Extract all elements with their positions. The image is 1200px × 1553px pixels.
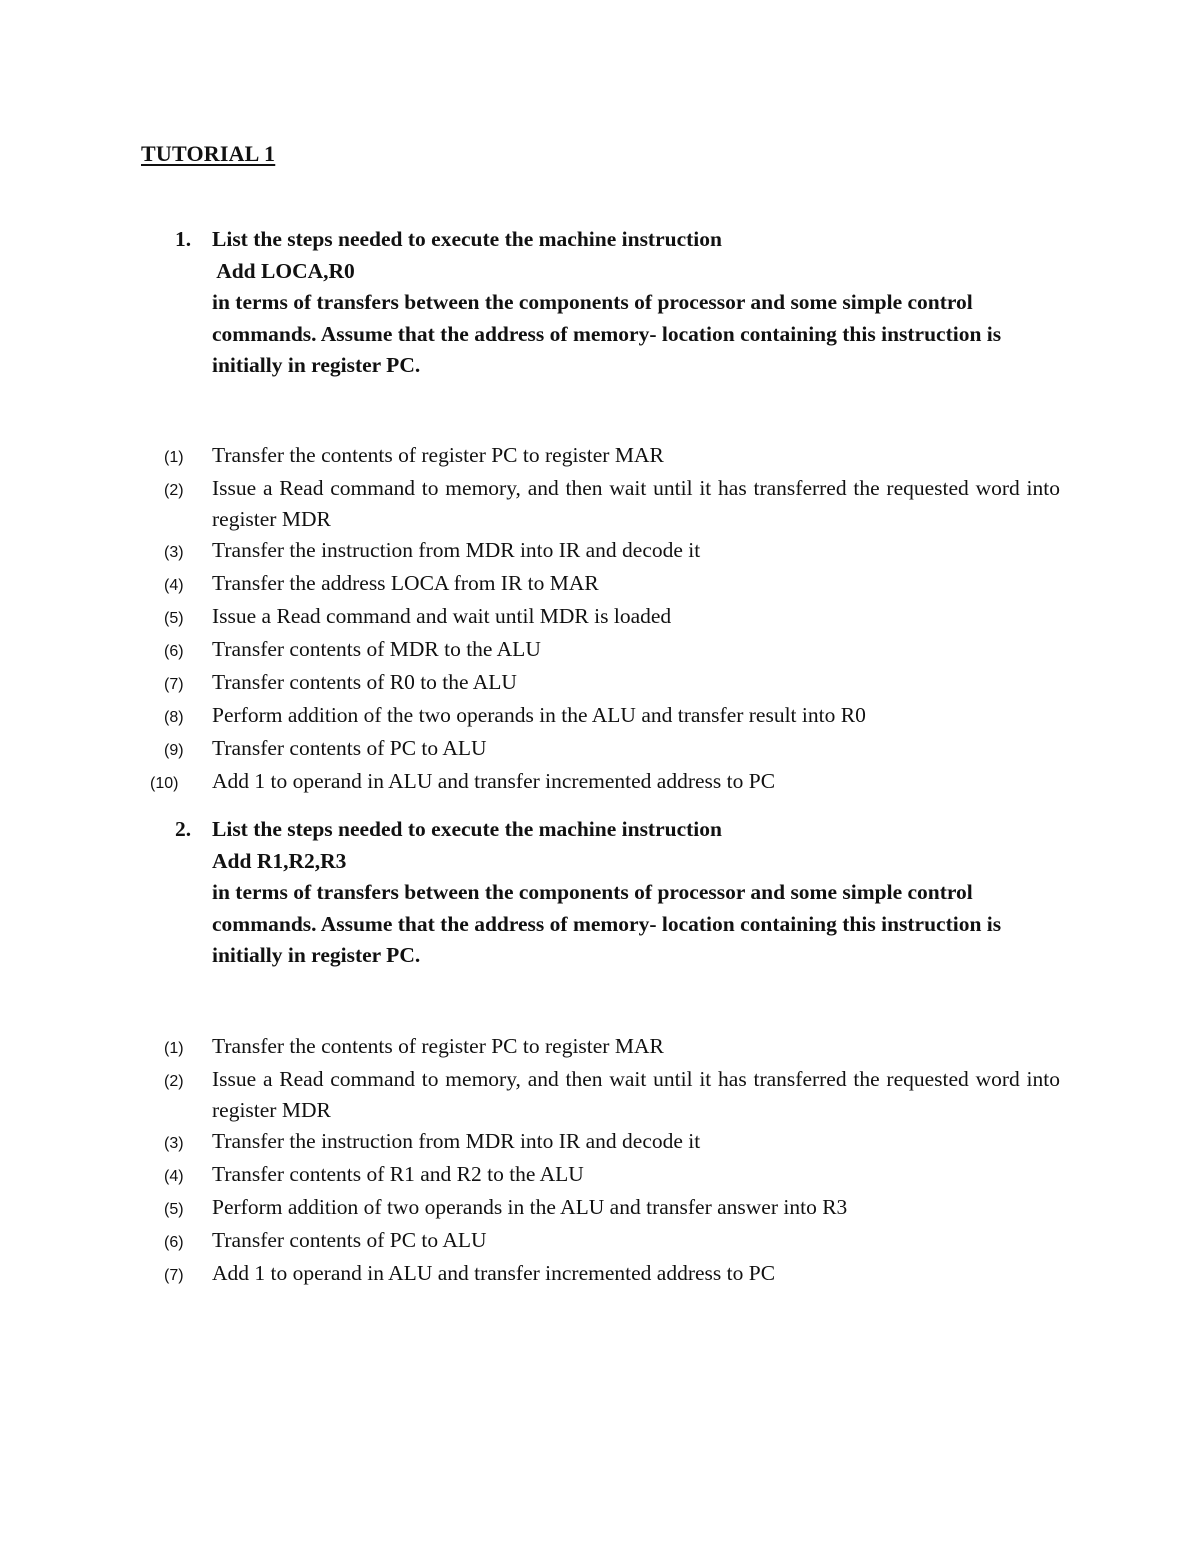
step-text: Add 1 to operand in ALU and transfer incremented address to PC (212, 1261, 776, 1285)
question-number: 2. (175, 817, 192, 841)
step-text: Transfer the contents of register PC to register MAR (212, 443, 664, 467)
step-number: (3) (164, 544, 184, 561)
step-number: (9) (164, 742, 184, 759)
step-number: (5) (164, 610, 184, 627)
step-text: Transfer contents of R0 to the ALU (212, 670, 517, 694)
step-number: (4) (164, 1168, 184, 1185)
list-item (150, 473, 1060, 535)
step-number: (3) (164, 1135, 184, 1152)
step-number: (1) (164, 449, 184, 466)
step-text: Transfer contents of PC to ALU (212, 1228, 487, 1252)
step-number: (2) (164, 1073, 184, 1090)
list-item (150, 1126, 1060, 1159)
step-number: (2) (164, 482, 184, 499)
step-number: (10) (150, 775, 179, 792)
list-item (150, 535, 1060, 568)
question-instruction: Add R1,R2,R3 (212, 848, 347, 873)
step-text: Add 1 to operand in ALU and transfer incremented address to PC (212, 769, 776, 793)
list-item (150, 1258, 1060, 1291)
list-item (150, 1225, 1060, 1258)
list-item (150, 440, 1060, 473)
question-number: 1. (175, 227, 192, 251)
list-item (150, 1064, 1060, 1126)
question-prompt: List the steps needed to execute the machine instruction (212, 817, 722, 841)
answer-steps-1 (150, 440, 1060, 799)
question-2 (160, 814, 1065, 972)
list-item (150, 1192, 1060, 1225)
step-number: (8) (164, 709, 184, 726)
question-details: in terms of transfers between the components of processor and some simple control commands. Assume that the address of memory- location containing this instruction is initially in register PC. (212, 880, 1002, 967)
list-item (150, 667, 1060, 700)
step-text: Transfer contents of R1 and R2 to the ALU (212, 1162, 584, 1186)
step-number: (7) (164, 676, 184, 693)
list-item (150, 733, 1060, 766)
list-item (150, 766, 1060, 799)
step-text: Transfer the address LOCA from IR to MAR (212, 571, 599, 595)
step-text: Transfer contents of MDR to the ALU (212, 637, 541, 661)
step-text: Transfer the contents of register PC to register MAR (212, 1034, 664, 1058)
page-title: TUTORIAL 1 (141, 141, 276, 166)
question-prompt: List the steps needed to execute the machine instruction (212, 227, 722, 251)
list-item (150, 568, 1060, 601)
step-number: (6) (164, 643, 184, 660)
question-details: in terms of transfers between the components of processor and some simple control commands. Assume that the address of memory- location containing this instruction is initially in register PC. (212, 290, 1002, 377)
step-text: Issue a Read command to memory, and then wait until it has transferred the requested word into register MDR (212, 476, 1060, 531)
list-item (150, 700, 1060, 733)
step-text: Issue a Read command and wait until MDR is loaded (212, 604, 672, 628)
step-number: (4) (164, 577, 184, 594)
step-text: Issue a Read command to memory, and then wait until it has transferred the requested word into register MDR (212, 1067, 1060, 1122)
step-number: (6) (164, 1234, 184, 1251)
step-text: Transfer the instruction from MDR into IR and decode it (212, 538, 701, 562)
step-number: (7) (164, 1267, 184, 1284)
step-text: Transfer contents of PC to ALU (212, 736, 487, 760)
question-1 (160, 224, 1065, 382)
step-text: Transfer the instruction from MDR into IR and decode it (212, 1129, 701, 1153)
list-item (150, 1031, 1060, 1064)
list-item (150, 601, 1060, 634)
step-number: (5) (164, 1201, 184, 1218)
step-number: (1) (164, 1040, 184, 1057)
step-text: Perform addition of two operands in the ALU and transfer answer into R3 (212, 1195, 848, 1219)
step-text: Perform addition of the two operands in the ALU and transfer result into R0 (212, 703, 866, 727)
list-item (150, 1159, 1060, 1192)
list-item (150, 634, 1060, 667)
question-instruction: Add LOCA,R0 (212, 258, 355, 283)
answer-steps-2 (150, 1031, 1060, 1291)
